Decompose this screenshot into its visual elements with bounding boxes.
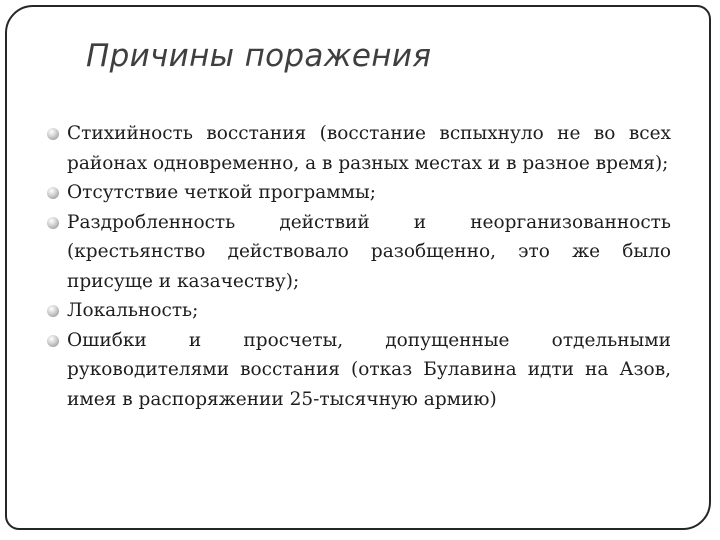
list-item (47, 119, 671, 178)
list-item (47, 326, 671, 415)
bullet-text: Отсутствие четкой программы; (67, 182, 376, 203)
bullet-text: Ошибки и просчеты, допущенные отдельными руководителями восстания (отказ Булавина идти на Азов, имея в распоряжении 25-тысячную армию) (67, 329, 671, 410)
list-item (47, 208, 671, 297)
list-item (47, 296, 671, 326)
list-item (47, 178, 671, 208)
bullet-text: Стихийность восстания (восстание вспыхнуло не во всех районах одновременно, а в разных местах и в разное время); (67, 123, 671, 174)
bullet-list (47, 119, 671, 414)
round-bullet-icon (47, 128, 59, 140)
round-bullet-icon (47, 305, 59, 317)
round-bullet-icon (47, 217, 59, 229)
slide-title: Причины поражения (86, 38, 432, 74)
bullet-text: Раздробленность действий и неорганизованность (крестьянство действовало разобщенно, это же было присуще и казачеству); (67, 211, 671, 292)
bullet-text: Локальность; (67, 300, 199, 321)
round-bullet-icon (47, 335, 59, 347)
round-bullet-icon (47, 187, 59, 199)
